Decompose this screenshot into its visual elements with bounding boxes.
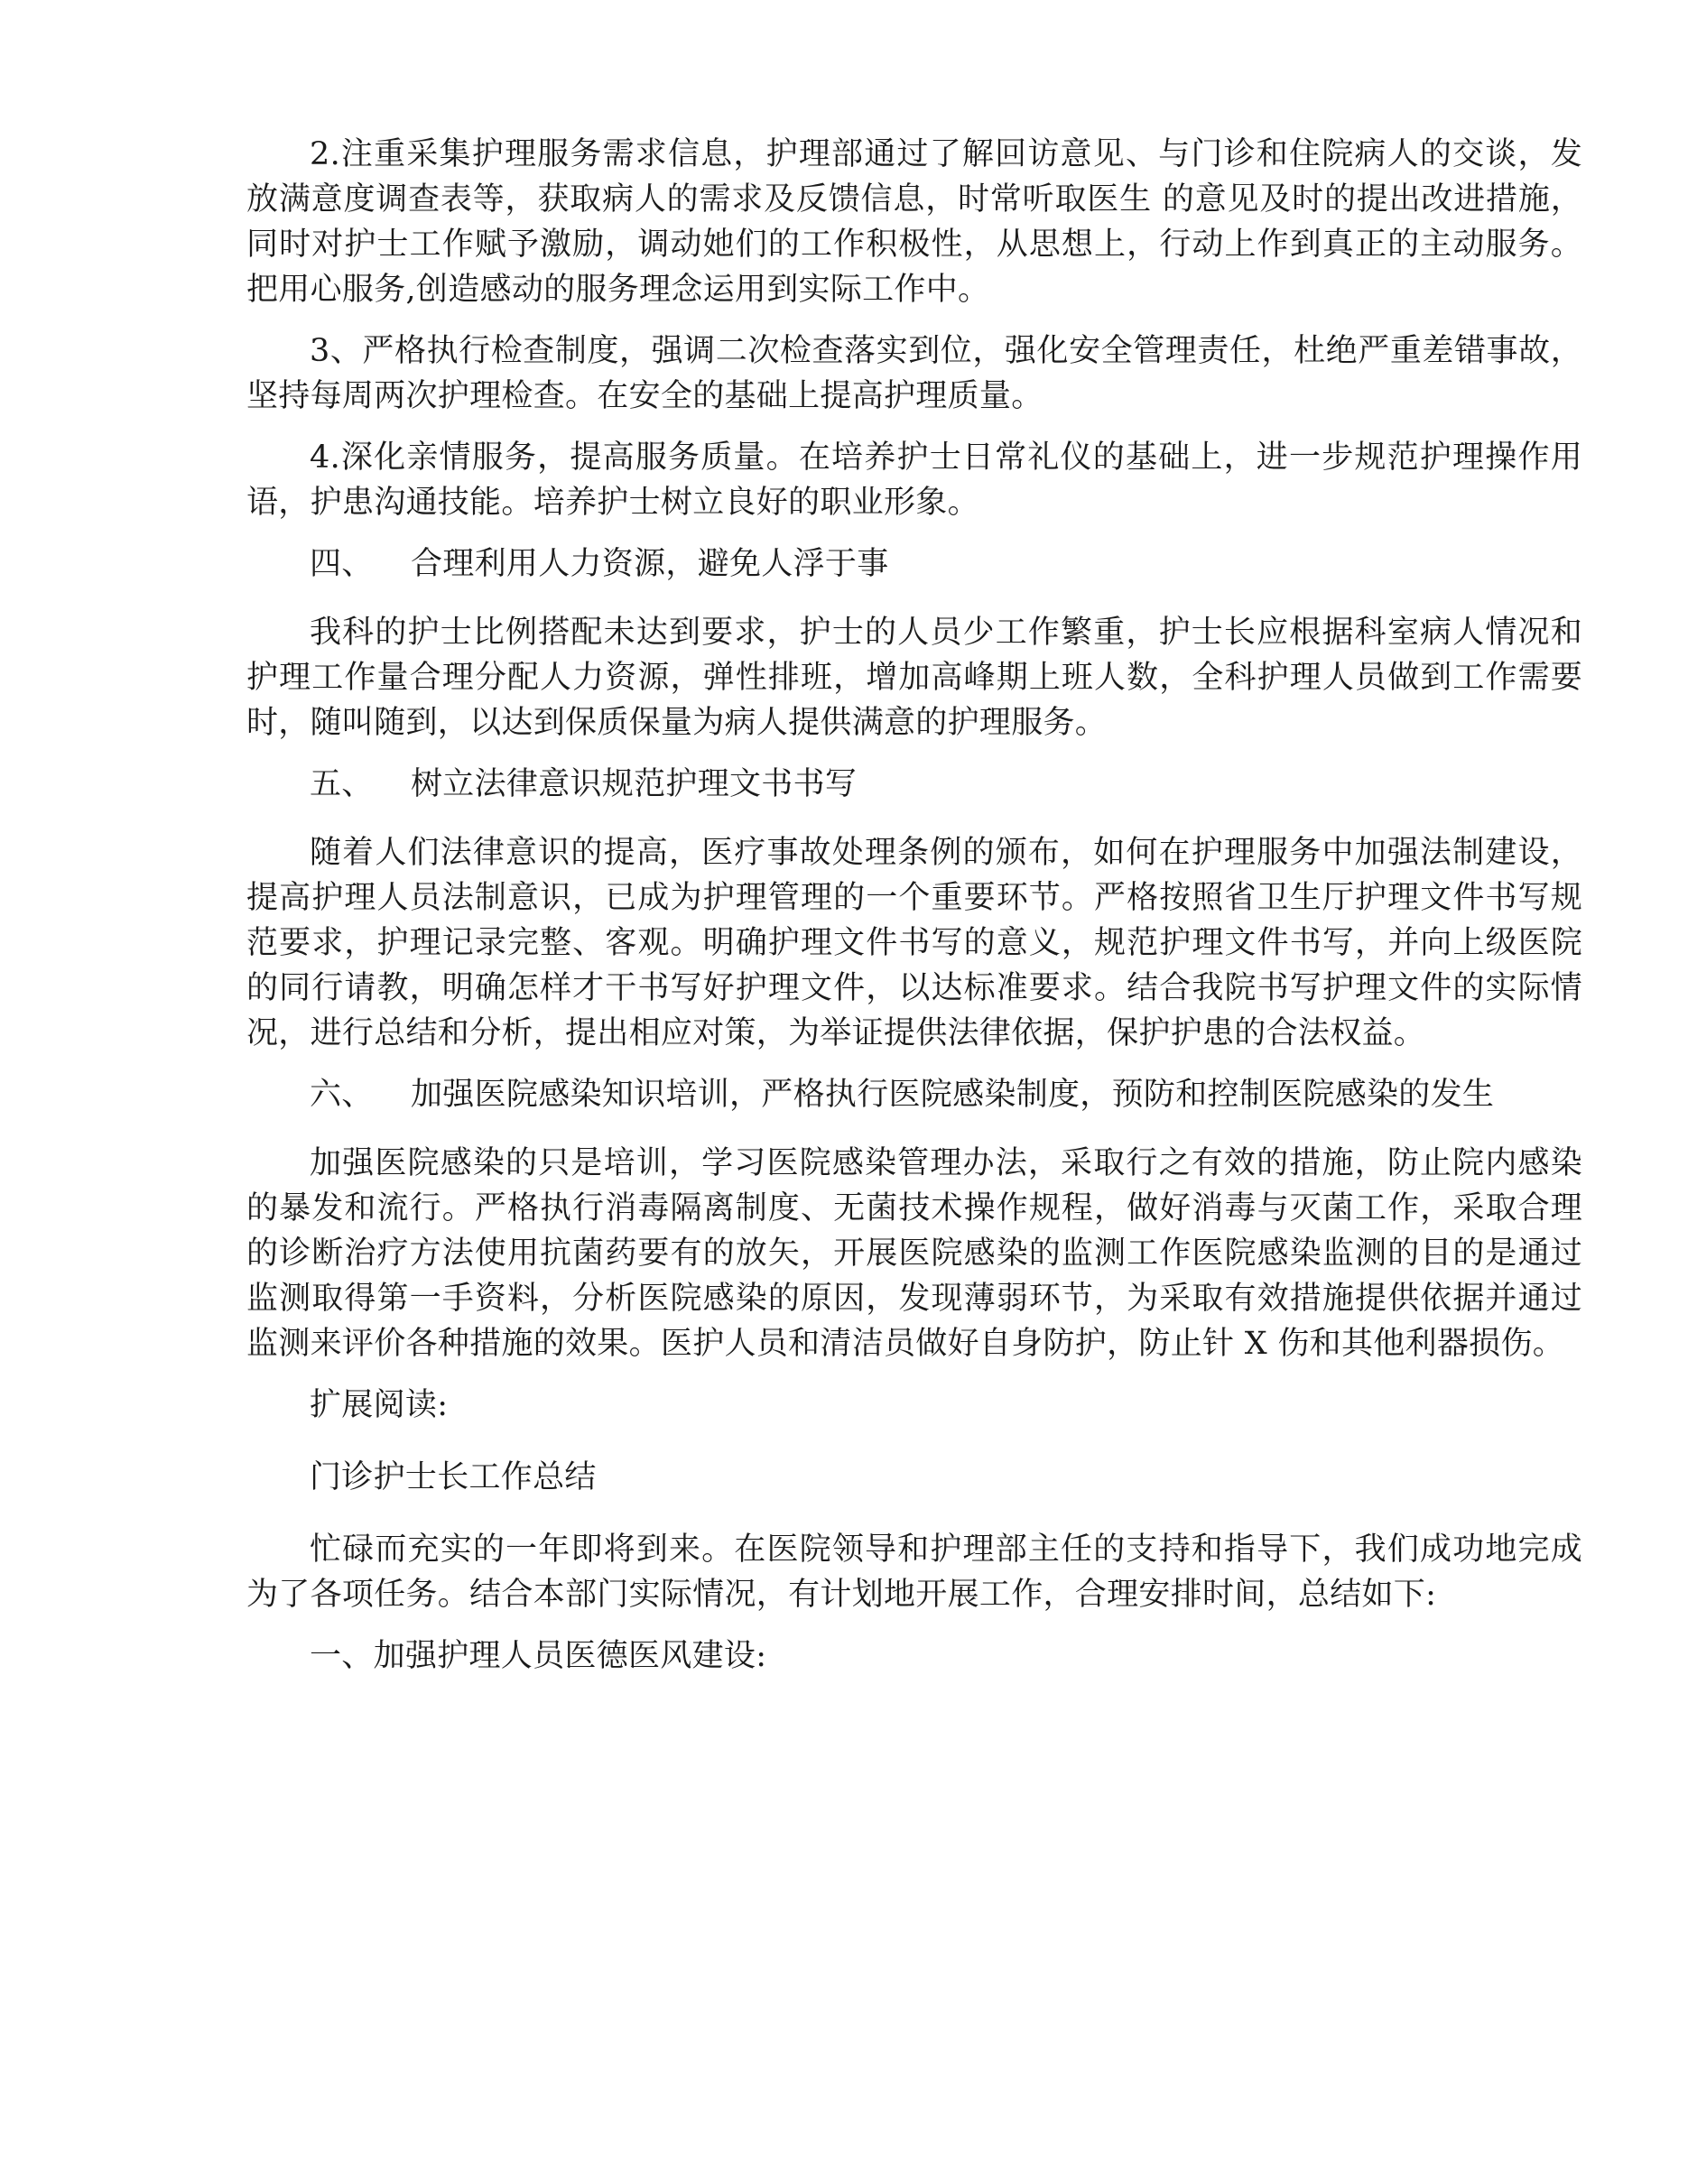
section-title: 树立法律意识规范护理文书书写 xyxy=(411,766,858,802)
extended-reading-title: 门诊护士长工作总结 xyxy=(310,1459,597,1495)
section-number: 六、 xyxy=(310,1077,374,1113)
section-number: 四、 xyxy=(310,546,374,582)
section-title: 合理利用人力资源，避免人浮于事 xyxy=(411,546,889,582)
paragraph-human-resources: 我科的护士比例搭配未达到要求，护士的人员少工作繁重，护士长应根据科室病人情况和护理工作量合理分配人力资源，弹性排班，增加高峰期上班人数，全科护理人员做到工作需要时，随叫随到，以达到保质保量为病人提供满意的护理服务。 xyxy=(246,615,1582,741)
extended-section-heading-1: 一、加强护理人员医德医风建设: xyxy=(310,1638,767,1674)
section-heading-6 xyxy=(310,1072,1582,1117)
paragraph-summary-intro: 忙碌而充实的一年即将到来。在医院领导和护理部主任的支持和指导下，我们成功地完成为了各项任务。结合本部门实际情况，有计划地开展工作，合理安排时间，总结如下: xyxy=(246,1532,1582,1613)
paragraph-service-needs: 2.注重采集护理服务需求信息，护理部通过了解回访意见、与门诊和住院病人的交谈，发放满意度调查表等，获取病人的需求及反馈信息，时常听取医生 的意见及时的提出改进措施，同时对护士工作赋予激励，调动她们的工作积极性，从思想上，行动上作到真正的主动服务。把用心服务,创造感动的服务理念运用到实际工作中。 xyxy=(246,136,1582,308)
section-title: 加强医院感染知识培训，严格执行医院感染制度，预防和控制医院感染的发生 xyxy=(411,1077,1495,1113)
extended-reading-label: 扩展阅读: xyxy=(310,1387,449,1423)
section-heading-5 xyxy=(310,762,1582,807)
paragraph-inspection-system: 3、严格执行检查制度，强调二次检查落实到位，强化安全管理责任，杜绝严重差错事故，坚持每周两次护理检查。在安全的基础上提高护理质量。 xyxy=(246,333,1582,414)
paragraph-infection-control: 加强医院感染的只是培训，学习医院感染管理办法，采取行之有效的措施，防止院内感染的暴发和流行。严格执行消毒隔离制度、无菌技术操作规程，做好消毒与灭菌工作，采取合理的诊断治疗方法使用抗菌药要有的放矢，开展医院感染的监测工作医院感染监测的目的是通过监测取得第一手资料，分析医院感染的原因，发现薄弱环节，为采取有效措施提供依据并通过监测来评价各种措施的效果。医护人员和清洁员做好自身防护，防止针 X 伤和其他利器损伤。 xyxy=(246,1145,1582,1362)
section-number: 五、 xyxy=(310,766,374,802)
document-page xyxy=(246,132,1582,1706)
paragraph-affection-service: 4.深化亲情服务，提高服务质量。在培养护士日常礼仪的基础上，进一步规范护理操作用语，护患沟通技能。培养护士树立良好的职业形象。 xyxy=(246,440,1582,521)
section-heading-4 xyxy=(310,541,1582,587)
paragraph-legal-awareness: 随着人们法律意识的提高，医疗事故处理条例的颁布，如何在护理服务中加强法制建设，提高护理人员法制意识，已成为护理管理的一个重要环节。严格按照省卫生厅护理文件书写规范要求，护理记录完整、客观。明确护理文件书写的意义，规范护理文件书写，并向上级医院的同行请教，明确怎样才干书写好护理文件，以达标准要求。结合我院书写护理文件的实际情况，进行总结和分析，提出相应对策，为举证提供法律依据，保护护患的合法权益。 xyxy=(246,835,1582,1051)
